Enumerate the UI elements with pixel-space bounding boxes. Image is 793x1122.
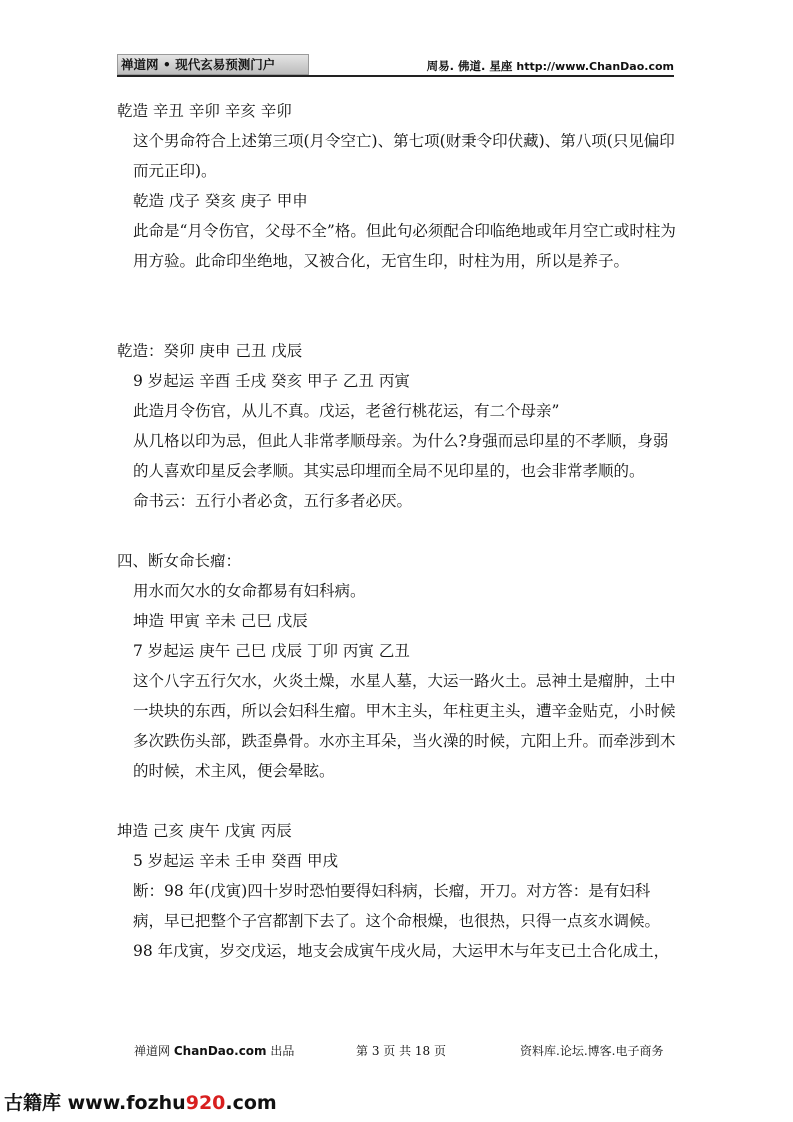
watermark-suffix: .com [225,1092,277,1114]
header-tagline: 周易. 佛道. 星座 [426,59,513,73]
chart-line-5: 坤造 己亥 庚午 戊寅 丙辰 [117,822,292,840]
paragraph-7: 这个八字五行欠水，火炎土燥，水星人墓，大运一路火土。忌神土是瘤肿，土中一块块的东西，所以会妇科生瘤。甲木主头，年柱更主头，遭辛金贴克，小时候多次跌伤头部，跌歪鼻骨。水亦主耳朵，当火澡的时候，亢阳上升。而牵涉到木的时候，术主风，便会晕眩。 [133,672,676,780]
paragraph-1: 这个男命符合上述第三项(月令空亡)、第七项(财秉令印伏藏)、第八项(只见偏印而元正印)。 [133,132,675,180]
page-number: 第 3 页 共 18 页 [356,1044,446,1058]
footer-brand [134,1044,294,1058]
spacer [117,516,677,546]
paragraph-6: 用水而欠水的女命都易有妇科病。 [133,582,366,600]
chart-line-3: 乾造：癸卯 庚申 己丑 戊辰 [117,342,303,360]
header-url[interactable]: http://www.ChanDao.com [516,60,674,73]
site-badge: 禅道网 • 现代玄易预测门户 [117,54,309,75]
chart-line-2: 乾造 戊子 癸亥 庚子 甲申 [133,192,308,210]
spacer [117,786,677,816]
paragraph-8: 断：98 年(戊寅)四十岁时恐怕要得妇科病，长瘤，开刀。对方答：是有妇科病，早已把整个子宫都割下去了。这个命根燥，也很热，只得一点亥水调候。98 年戊寅，岁交戊运，地支会成寅午戌火局，大运甲木与年支已土合化成土， [133,882,670,960]
page-header [117,54,674,78]
paragraph-4: 从几格以印为忌，但此人非常孝顺母亲。为什么?身强而忌印星的不孝顺，身弱的人喜欢印星反会孝顺。其实忌印埋而全局不见印星的，也会非常孝顺的。 [133,432,669,480]
luck-line-3: 5 岁起运 辛未 壬申 癸酉 甲戌 [133,852,338,870]
header-divider [117,75,674,77]
footer-brand-name: ChanDao.com [173,1044,267,1058]
footer-brand-prefix: 禅道网 [134,1044,171,1058]
spacer [117,276,677,336]
page-footer [134,1042,674,1059]
paragraph-3: 此造月令伤官，从儿不真。戊运，老爸行桃花运，有二个母亲” [133,402,560,420]
paragraph-2: 此命是“月令伤官，父母不全”格。但此句必须配合印临绝地或年月空亡或时柱为用方验。此命印坐绝地，又被合化，无官生印，时柱为用，所以是养子。 [133,222,676,270]
header-right [427,58,674,74]
footer-brand-suffix: 出品 [270,1044,295,1058]
luck-line-1: 9 岁起运 辛酉 壬戌 癸亥 甲子 乙丑 丙寅 [133,372,410,390]
watermark-prefix: 古籍库 www.fozhu [4,1092,186,1114]
watermark-highlight: 920 [185,1092,226,1114]
watermark [4,1088,277,1115]
footer-categories: 资料库.论坛.博客.电子商务 [520,1044,664,1058]
document-body [117,96,677,966]
paragraph-5: 命书云：五行小者必贪，五行多者必厌。 [133,492,413,510]
chart-line-4: 坤造 甲寅 辛未 己巳 戊辰 [133,612,308,630]
luck-line-2: 7 岁起运 庚午 己巳 戊辰 丁卯 丙寅 乙丑 [133,642,410,660]
section-heading: 四、断女命长瘤： [117,552,242,570]
chart-line-1: 乾造 辛丑 辛卯 辛亥 辛卯 [117,102,292,120]
